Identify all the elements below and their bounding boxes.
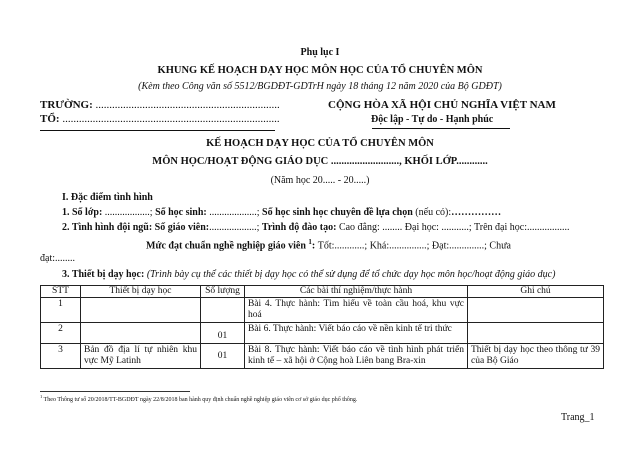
group-line <box>40 113 280 125</box>
school-line <box>40 99 280 111</box>
elective-student-label: Số học sinh học chuyên đề lựa chọn <box>262 207 416 218</box>
standard-values: Tốt:............; Khá:...............; Đạt:..............; Chưa <box>317 240 511 252</box>
cell-lesson: Bài 6. Thực hành: Viết báo cáo về nền kinh tế tri thức <box>245 323 468 344</box>
teacher-count-label: 2. Tình hình đội ngũ: Số giáo viên: <box>62 222 210 233</box>
footnote-text: Theo Thông tư số 20/2018/TT-BGDĐT ngày 22/8/2018 ban hành quy định chuẩn nghề nghiệp giáo viên cơ sở giáo dục phổ thông. <box>42 397 358 403</box>
standard-colon: : <box>311 240 318 252</box>
plan-subject-line: MÔN HỌC/HOẠT ĐỘNG GIÁO DỤC .........................., KHỐI LỚP............ <box>152 156 488 167</box>
cell-stt: 1 <box>41 298 81 323</box>
group-dots: ............................................................................... <box>62 113 280 125</box>
standard-line <box>146 238 511 251</box>
cell-stt: 2 <box>41 323 81 344</box>
teacher-count-dots: ...................; <box>209 222 262 233</box>
plan-title: KẾ HOẠCH DẠY HỌC CỦA TỔ CHUYÊN MÔN <box>206 138 434 149</box>
plan-year-line: (Năm học 20..... - 20.....) <box>270 175 370 186</box>
school-underline <box>40 130 275 131</box>
header-lesson: Các bài thí nghiệm/thực hành <box>245 286 468 298</box>
standard-line-cont: đạt:........ <box>40 253 75 264</box>
header-stt: STT <box>41 286 81 298</box>
footnote <box>40 394 357 403</box>
footnote-rule <box>40 391 190 392</box>
cell-note <box>468 298 604 323</box>
header-quantity: Số lượng <box>201 286 245 298</box>
standard-label: Mức đạt chuẩn nghề nghiệp giáo viên <box>146 240 309 252</box>
table-row <box>41 344 604 369</box>
cell-lesson: Bài 4. Thực hành: Tìm hiểu về toàn cầu hoá, khu vực hoá <box>245 298 468 323</box>
equipment-line <box>62 269 555 280</box>
class-count-line <box>62 207 501 218</box>
header-device: Thiết bị dạy học <box>81 286 201 298</box>
school-label: TRƯỜNG: <box>40 99 93 111</box>
school-dots: ................................................................... <box>95 99 280 111</box>
cell-device: Bản đồ địa lí tự nhiên khu vực Mỹ Latinh <box>81 344 201 369</box>
cell-note: Thiết bị dạy học theo thông tư 39 của Bộ Giáo <box>468 344 604 369</box>
cell-quantity <box>201 298 245 323</box>
table-row <box>41 323 604 344</box>
student-count-label: Số học sinh: <box>155 207 210 218</box>
cell-quantity: 01 <box>201 323 245 344</box>
motto-underline <box>372 128 510 129</box>
elective-dots: …………… <box>451 207 502 218</box>
elective-note: (nếu có): <box>415 207 452 218</box>
cell-lesson: Bài 8. Thực hành: Viết báo cáo về tình hình phát triển kinh tế – xã hội ở Cộng hoà Liên bang Bra-xin <box>245 344 468 369</box>
cell-note <box>468 323 604 344</box>
footnote-mark: 1 <box>40 394 43 399</box>
student-count-dots: ...................; <box>209 207 263 218</box>
subtitle: (Kèm theo Công văn số 5512/BGDĐT-GDTrH ngày 18 tháng 12 năm 2020 của Bộ GDĐT) <box>138 81 502 92</box>
section-heading: I. Đặc điểm tình hình <box>62 192 153 203</box>
equipment-note: (Trình bày cụ thể các thiết bị dạy học có thể sử dụng để tổ chức dạy học môn học/hoạt động giáo dục) <box>146 269 556 280</box>
nation-motto: Độc lập - Tự do - Hạnh phúc <box>371 114 494 125</box>
appendix-label: Phụ lục I <box>300 47 340 58</box>
nation-name: CỘNG HÒA XÃ HỘI CHỦ NGHĨA VIỆT NAM <box>328 99 556 111</box>
cell-device <box>81 298 201 323</box>
equipment-table <box>40 285 604 369</box>
training-level-label: Trình độ đào tạo: <box>261 222 339 233</box>
header-note: Ghi chú <box>468 286 604 298</box>
staff-line <box>62 222 570 233</box>
cell-stt: 3 <box>41 344 81 369</box>
table-header-row <box>41 286 604 298</box>
group-label: TỔ: <box>40 113 60 125</box>
cell-device <box>81 323 201 344</box>
main-title: KHUNG KẾ HOẠCH DẠY HỌC MÔN HỌC CỦA TỔ CHUYÊN MÔN <box>157 65 483 76</box>
table-row <box>41 298 604 323</box>
class-count-dots: ..................; <box>104 207 156 218</box>
cell-quantity: 01 <box>201 344 245 369</box>
training-level-values: Cao đẳng: ........ Đại học: ...........; Trên đại học:................. <box>338 222 570 233</box>
class-count-label: 1. Số lớp: <box>62 207 105 218</box>
page-number: Trang_1 <box>561 412 595 423</box>
footnote-ref: 1 <box>308 238 312 246</box>
equipment-label: 3. Thiết bị dạy học: <box>62 269 147 280</box>
